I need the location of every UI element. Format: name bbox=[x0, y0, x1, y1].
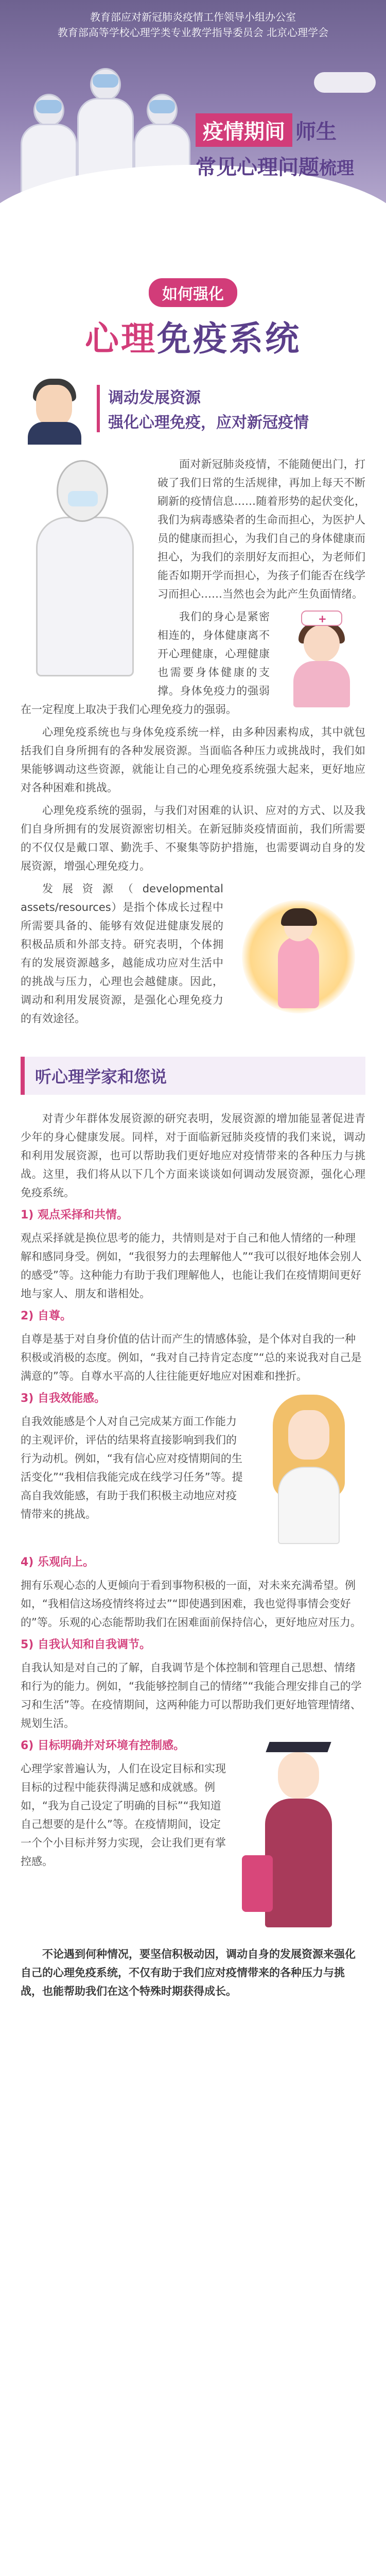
point-body: 心理学家普遍认为，人们在设定目标和实现目标的过程中能获得满足感和成就感。例如，“我为自己设定了明确的目标”“我知道自己想要的是什么”等。在疫情期间，设定一个个小目标并努力实现，会让我们更有掌控感。 bbox=[21, 1762, 226, 1868]
section-2-title: 听心理学家和您说 bbox=[21, 1057, 365, 1095]
expert-heading bbox=[0, 360, 386, 450]
section-2-intro: 对青少年群体发展资源的研究表明，发展资源的增加能显著促进青少年的身心健康发展。同样，对于面临新冠肺炎疫情的我们来说，调动和利用发展资源，也可以帮助我们更好地应对疫情带来的各种压力与挑战。这里，我们将从以下几个方面来谈谈如何调动发展资源，强化心理免疫系统。 bbox=[21, 1112, 365, 1199]
expert-avatar bbox=[24, 372, 85, 445]
graduate-illustration bbox=[237, 1737, 365, 1933]
title-highlight: 疫情期间 bbox=[196, 113, 292, 147]
woman-illustration bbox=[252, 1389, 365, 1544]
nurse-illustration: + bbox=[278, 607, 365, 710]
doctor-illustration bbox=[21, 455, 149, 682]
org-line-1: 教育部应对新冠肺炎疫情工作领导小组办公室 bbox=[90, 11, 296, 23]
header-banner bbox=[0, 0, 386, 268]
girl-illustration bbox=[232, 879, 365, 1034]
point-heading: 2) 自尊。 bbox=[21, 1310, 72, 1323]
paragraph: 面对新冠肺炎疫情，不能随便出门，打破了我们日常的生活规律，再加上每天不断刷新的疫情信息……随着形势的起伏变化，我们为病毒感染者的生命而担心，为医护人员的健康而担心，为我们自己的身体健康而担心，为我们的亲朋好友而担心，为老师们能否如期开学而担心，为孩子们能否在线学习而担心……当然也会为此产生负面情绪。 bbox=[157, 458, 365, 600]
point-body: 观点采择就是换位思考的能力，共情则是对于自己和他人情绪的一种理解和感同身受。例如，“我很努力的去理解他人”“我可以很好地体会别人的感受”等。这种能力有助于我们理解他人，也能让我们在疫情期间更好地与家人、朋友和谐相处。 bbox=[21, 1232, 362, 1300]
paragraph: 我们的身心是紧密相连的，身体健康离不开心理健康，心理健康也需要身体健康的支撑。身体免疫力的强弱在一定程度上取决于我们心理免疫力的强弱。 bbox=[21, 611, 270, 716]
point-body: 自尊是基于对自身价值的估计而产生的情感体验，是个体对自我的一种积极或消极的态度。例如，“我对自己持肯定态度”“总的来说我对自己是满意的”等。自尊水平高的人往往能更好地应对困难和挫折。 bbox=[21, 1333, 362, 1382]
heading-line-1: 调动发展资源 bbox=[108, 389, 201, 407]
paragraph: 发展资源（developmental assets/resources）是指个体成长过程中所需要具备的、能够有效促进健康发展的积极品质和外部支持。研究表明，个体拥有的发展资源越多，越能成功应对生活中的挑战与压力，心理也会越健康。因此，调动和利用发展资源，是强化心理免疫力的有效途径。 bbox=[21, 883, 223, 1025]
title-line-2: 常见心理问题梳理 bbox=[196, 156, 354, 179]
heading-line-2: 强化心理免疫，应对新冠疫情 bbox=[108, 414, 309, 432]
title-rest: 师生 bbox=[295, 120, 337, 144]
section-big-title: 心理免疫系统 bbox=[85, 319, 301, 359]
section-1-title bbox=[0, 278, 386, 360]
point-heading: 4) 乐观向上。 bbox=[21, 1556, 95, 1569]
section-1-article bbox=[0, 450, 386, 1044]
paragraph: 心理免疫系统的强弱，与我们对困难的认识、应对的方式、以及我们自身所拥有的发展资源密切相关。在新冠肺炎疫情面前，我们所需要的不仅仅是戴口罩、勤洗手、不聚集等防护措施，也需要调动自身的发展资源，增强心理免疫力。 bbox=[21, 804, 365, 872]
heading-text bbox=[97, 385, 309, 432]
wave-background bbox=[0, 165, 386, 268]
point-heading: 1) 观点采择和共情。 bbox=[21, 1209, 129, 1222]
header-orgs bbox=[0, 9, 386, 40]
section-pill: 如何强化 bbox=[149, 278, 237, 307]
point-heading: 6) 目标明确并对环境有控制感。 bbox=[21, 1739, 185, 1752]
cloud-decoration bbox=[314, 72, 376, 93]
main-title bbox=[196, 113, 365, 180]
point-body: 自我效能感是个人对自己完成某方面工作能力的主观评价，评估的结果将直接影响到我们的行为动机。例如，“我有信心应对疫情期间的生活变化”“我相信我能完成在线学习任务”等。提高自我效能感，有助于我们积极主动地应对疫情带来的挑战。 bbox=[21, 1415, 243, 1520]
point-heading: 5) 自我认知和自我调节。 bbox=[21, 1638, 151, 1651]
org-line-2: 教育部高等学校心理学类专业教学指导委员会 北京心理学会 bbox=[57, 26, 329, 39]
summary-text: 不论遇到何种情况，要坚信积极动因，调动自身的发展资源来强化自己的心理免疫系统，不仅有助于我们应对疫情带来的各种压力与挑战，也能帮助我们在这个特殊时期获得成长。 bbox=[21, 1948, 356, 1997]
point-body: 拥有乐观心态的人更倾向于看到事物积极的一面，对未来充满希望。例如，“我相信这场疫情终将过去”“即使遇到困难，我也觉得事情会变好的”等。乐观的心态能帮助我们在困难面前保持信心，更好地应对压力。 bbox=[21, 1579, 361, 1629]
point-body: 自我认知是对自己的了解，自我调节是个体控制和管理自己思想、情绪和行为的能力。例如，“我能够控制自己的情绪”“我能合理安排自己的学习和生活”等。在疫情期间，这两种能力可以帮助我们更好地管理情绪、规划生活。 bbox=[21, 1662, 362, 1730]
paragraph: 心理免疫系统也与身体免疫系统一样，由多种因素构成，其中就包括我们自身所拥有的各种发展资源。当面临各种压力或挑战时，我们如果能够调动这些资源，就能让自己的心理免疫系统强大起来，更好地应对各种困难和挑战。 bbox=[21, 726, 365, 794]
point-heading: 3) 自我效能感。 bbox=[21, 1392, 106, 1405]
section-2-article bbox=[0, 1104, 386, 2013]
